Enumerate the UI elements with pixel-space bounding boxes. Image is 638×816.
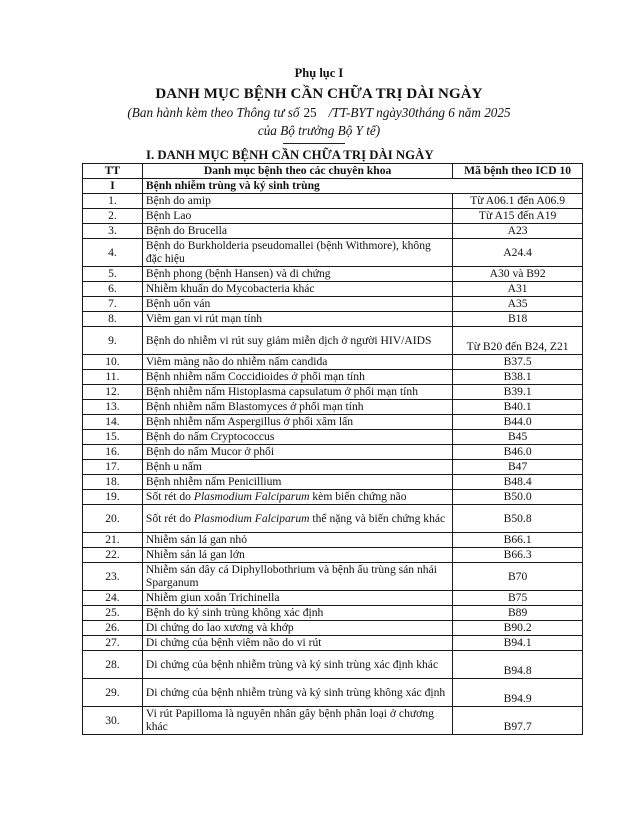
section-number: I	[83, 179, 143, 194]
icd10-code: Từ B20 đến B24, Z21	[453, 327, 583, 355]
row-number: 22.	[83, 548, 143, 563]
icd10-code: A24.4	[453, 239, 583, 267]
table-row	[83, 533, 583, 548]
document-title: DANH MỤC BỆNH CẦN CHỮA TRỊ DÀI NGÀY	[155, 86, 483, 102]
table-row	[83, 651, 583, 679]
disease-name: Di chứng của bệnh nhiễm trùng và ký sinh trùng xác định khác	[142, 651, 452, 679]
row-number: 12.	[83, 385, 143, 400]
icd10-code: Từ A06.1 đến A06.9	[453, 194, 583, 209]
icd10-code: B40.1	[453, 400, 583, 415]
disease-name: Bệnh do amip	[142, 194, 452, 209]
icd10-code: B48.4	[453, 475, 583, 490]
disease-name-prefix: Sốt rét do	[145, 490, 194, 504]
table-row	[83, 267, 583, 282]
icd10-code: B50.8	[453, 505, 583, 533]
row-number: 15.	[83, 430, 143, 445]
subtitle-suffix: /TT-BYT ngày30tháng 6 năm 2025	[328, 105, 511, 120]
subtitle-prefix: (Ban hành kèm theo Thông tư số	[127, 105, 300, 120]
icd10-code: B90.2	[453, 621, 583, 636]
document-subtitle-line2: của Bộ trưởng Bộ Y tế)	[257, 123, 381, 138]
row-number: 4.	[83, 239, 143, 267]
row-number: 29.	[83, 679, 143, 707]
disease-name: Di chứng của bệnh nhiễm trùng và ký sinh trùng không xác định	[142, 679, 452, 707]
disease-name: Nhiễm sán lá gan lớn	[142, 548, 452, 563]
disease-name	[142, 505, 452, 533]
row-number: 13.	[83, 400, 143, 415]
disease-name-italic: Plasmodium Falciparum	[193, 490, 310, 504]
table-row	[83, 621, 583, 636]
disease-name: Nhiễm giun xoắn Trichinella	[142, 591, 452, 606]
table-row	[83, 679, 583, 707]
row-number: 2.	[83, 209, 143, 224]
disease-name-suffix: kèm biến chứng não	[309, 490, 407, 504]
icd10-code: B45	[453, 430, 583, 445]
icd10-code: B94.1	[453, 636, 583, 651]
icd10-code: Từ A15 đến A19	[453, 209, 583, 224]
table-row	[83, 312, 583, 327]
title-divider	[283, 143, 345, 144]
icd10-code: B37.5	[453, 355, 583, 370]
row-number: 8.	[83, 312, 143, 327]
row-number: 19.	[83, 490, 143, 505]
icd10-code: B46.0	[453, 445, 583, 460]
row-number: 23.	[83, 563, 143, 591]
disease-name: Bệnh nhiễm nấm Aspergillus ở phổi xâm lấn	[142, 415, 452, 430]
icd10-code: B47	[453, 460, 583, 475]
row-number: 20.	[83, 505, 143, 533]
row-number: 9.	[83, 327, 143, 355]
row-number: 21.	[83, 533, 143, 548]
row-number: 11.	[83, 370, 143, 385]
disease-name: Bệnh nhiễm nấm Histoplasma capsulatum ở phổi mạn tính	[142, 385, 452, 400]
row-number: 5.	[83, 267, 143, 282]
disease-name	[142, 490, 452, 505]
icd10-code: B66.3	[453, 548, 583, 563]
disease-name: Nhiễm sán dây cá Diphyllobothrium và bệnh ấu trùng sán nhái Sparganum	[142, 563, 452, 591]
table-row	[83, 707, 583, 735]
row-number: 26.	[83, 621, 143, 636]
disease-name: Di chứng do lao xương và khớp	[142, 621, 452, 636]
row-number: 3.	[83, 224, 143, 239]
row-number: 16.	[83, 445, 143, 460]
table-row	[83, 490, 583, 505]
disease-name: Bệnh do ký sinh trùng không xác định	[142, 606, 452, 621]
disease-name: Bệnh u nấm	[142, 460, 452, 475]
table-header-row	[83, 164, 583, 179]
table-row	[83, 563, 583, 591]
disease-name: Bệnh do nấm Cryptococcus	[142, 430, 452, 445]
row-number: 1.	[83, 194, 143, 209]
disease-name-suffix: thể nặng và biến chứng khác	[309, 511, 446, 525]
table-row	[83, 475, 583, 490]
icd10-code: A23	[453, 224, 583, 239]
section-heading: I. DANH MỤC BỆNH CẦN CHỮA TRỊ DÀI NGÀY	[146, 148, 434, 162]
table-row	[83, 606, 583, 621]
disease-name: Di chứng của bệnh viêm não do vi rút	[142, 636, 452, 651]
row-number: 28.	[83, 651, 143, 679]
row-number: 6.	[83, 282, 143, 297]
disease-name: Nhiễm khuẩn do Mycobacteria khác	[142, 282, 452, 297]
icd10-code: B18	[453, 312, 583, 327]
icd10-code: A30 và B92	[453, 267, 583, 282]
disease-name: Bệnh nhiễm nấm Blastomyces ở phổi mạn tính	[142, 400, 452, 415]
table-row	[83, 460, 583, 475]
header-disease-list: Danh mục bệnh theo các chuyên khoa	[142, 164, 452, 179]
icd10-code: B66.1	[453, 533, 583, 548]
disease-name-italic: Plasmodium Falciparum	[193, 511, 310, 525]
icd10-code: B39.1	[453, 385, 583, 400]
table-row	[83, 385, 583, 400]
table-row	[83, 209, 583, 224]
disease-name: Bệnh do nấm Mucor ở phổi	[142, 445, 452, 460]
icd10-code: B94.9	[453, 679, 583, 707]
table-row	[83, 505, 583, 533]
table-row	[83, 445, 583, 460]
icd10-code: A35	[453, 297, 583, 312]
icd10-code: B44.0	[453, 415, 583, 430]
circular-number: 25	[303, 105, 317, 120]
icd10-code: B75	[453, 591, 583, 606]
disease-name: Bệnh nhiễm nấm Penicillium	[142, 475, 452, 490]
row-number: 18.	[83, 475, 143, 490]
icd10-code: B38.1	[453, 370, 583, 385]
row-number: 7.	[83, 297, 143, 312]
table-row	[83, 591, 583, 606]
table-row	[83, 415, 583, 430]
table-row	[83, 636, 583, 651]
table-row	[83, 239, 583, 267]
disease-name: Bệnh uốn ván	[142, 297, 452, 312]
disease-name-prefix: Sốt rét do	[145, 511, 194, 525]
disease-name: Vi rút Papilloma là nguyên nhân gây bệnh phân loại ở chương khác	[142, 707, 452, 735]
disease-name: Bệnh nhiễm nấm Coccidioides ở phổi mạn tính	[142, 370, 452, 385]
row-number: 17.	[83, 460, 143, 475]
disease-name: Bệnh do Brucella	[142, 224, 452, 239]
table-row	[83, 327, 583, 355]
row-number: 24.	[83, 591, 143, 606]
disease-name: Bệnh do nhiễm vi rút suy giảm miễn dịch ở người HIV/AIDS	[142, 327, 452, 355]
disease-name: Bệnh phong (bệnh Hansen) và di chứng	[142, 267, 452, 282]
header-tt: TT	[83, 164, 143, 179]
appendix-label: Phụ lục I	[294, 66, 344, 80]
header-icd10-code: Mã bệnh theo ICD 10	[453, 164, 583, 179]
disease-name: Nhiễm sán lá gan nhỏ	[142, 533, 452, 548]
table-row	[83, 297, 583, 312]
table-row	[83, 282, 583, 297]
disease-name: Viêm gan vi rút mạn tính	[142, 312, 452, 327]
row-number: 14.	[83, 415, 143, 430]
row-number: 10.	[83, 355, 143, 370]
table-row	[83, 194, 583, 209]
icd10-code: B94.8	[453, 651, 583, 679]
table-row	[83, 224, 583, 239]
icd10-code: A31	[453, 282, 583, 297]
disease-name: Bệnh Lao	[142, 209, 452, 224]
row-number: 30.	[83, 707, 143, 735]
table-row	[83, 430, 583, 445]
table-row	[83, 370, 583, 385]
section-row	[83, 179, 583, 194]
row-number: 25.	[83, 606, 143, 621]
document-subtitle	[0, 105, 638, 121]
table-row	[83, 355, 583, 370]
icd10-code: B50.0	[453, 490, 583, 505]
icd10-code: B89	[453, 606, 583, 621]
icd10-code: B70	[453, 563, 583, 591]
disease-table	[82, 163, 583, 735]
section-name: Bệnh nhiễm trùng và ký sinh trùng	[142, 179, 582, 194]
row-number: 27.	[83, 636, 143, 651]
table-row	[83, 400, 583, 415]
table-row	[83, 548, 583, 563]
disease-name: Bệnh do Burkholderia pseudomallei (bệnh Withmore), không đặc hiệu	[142, 239, 452, 267]
disease-name: Viêm màng não do nhiễm nấm candida	[142, 355, 452, 370]
icd10-code: B97.7	[453, 707, 583, 735]
